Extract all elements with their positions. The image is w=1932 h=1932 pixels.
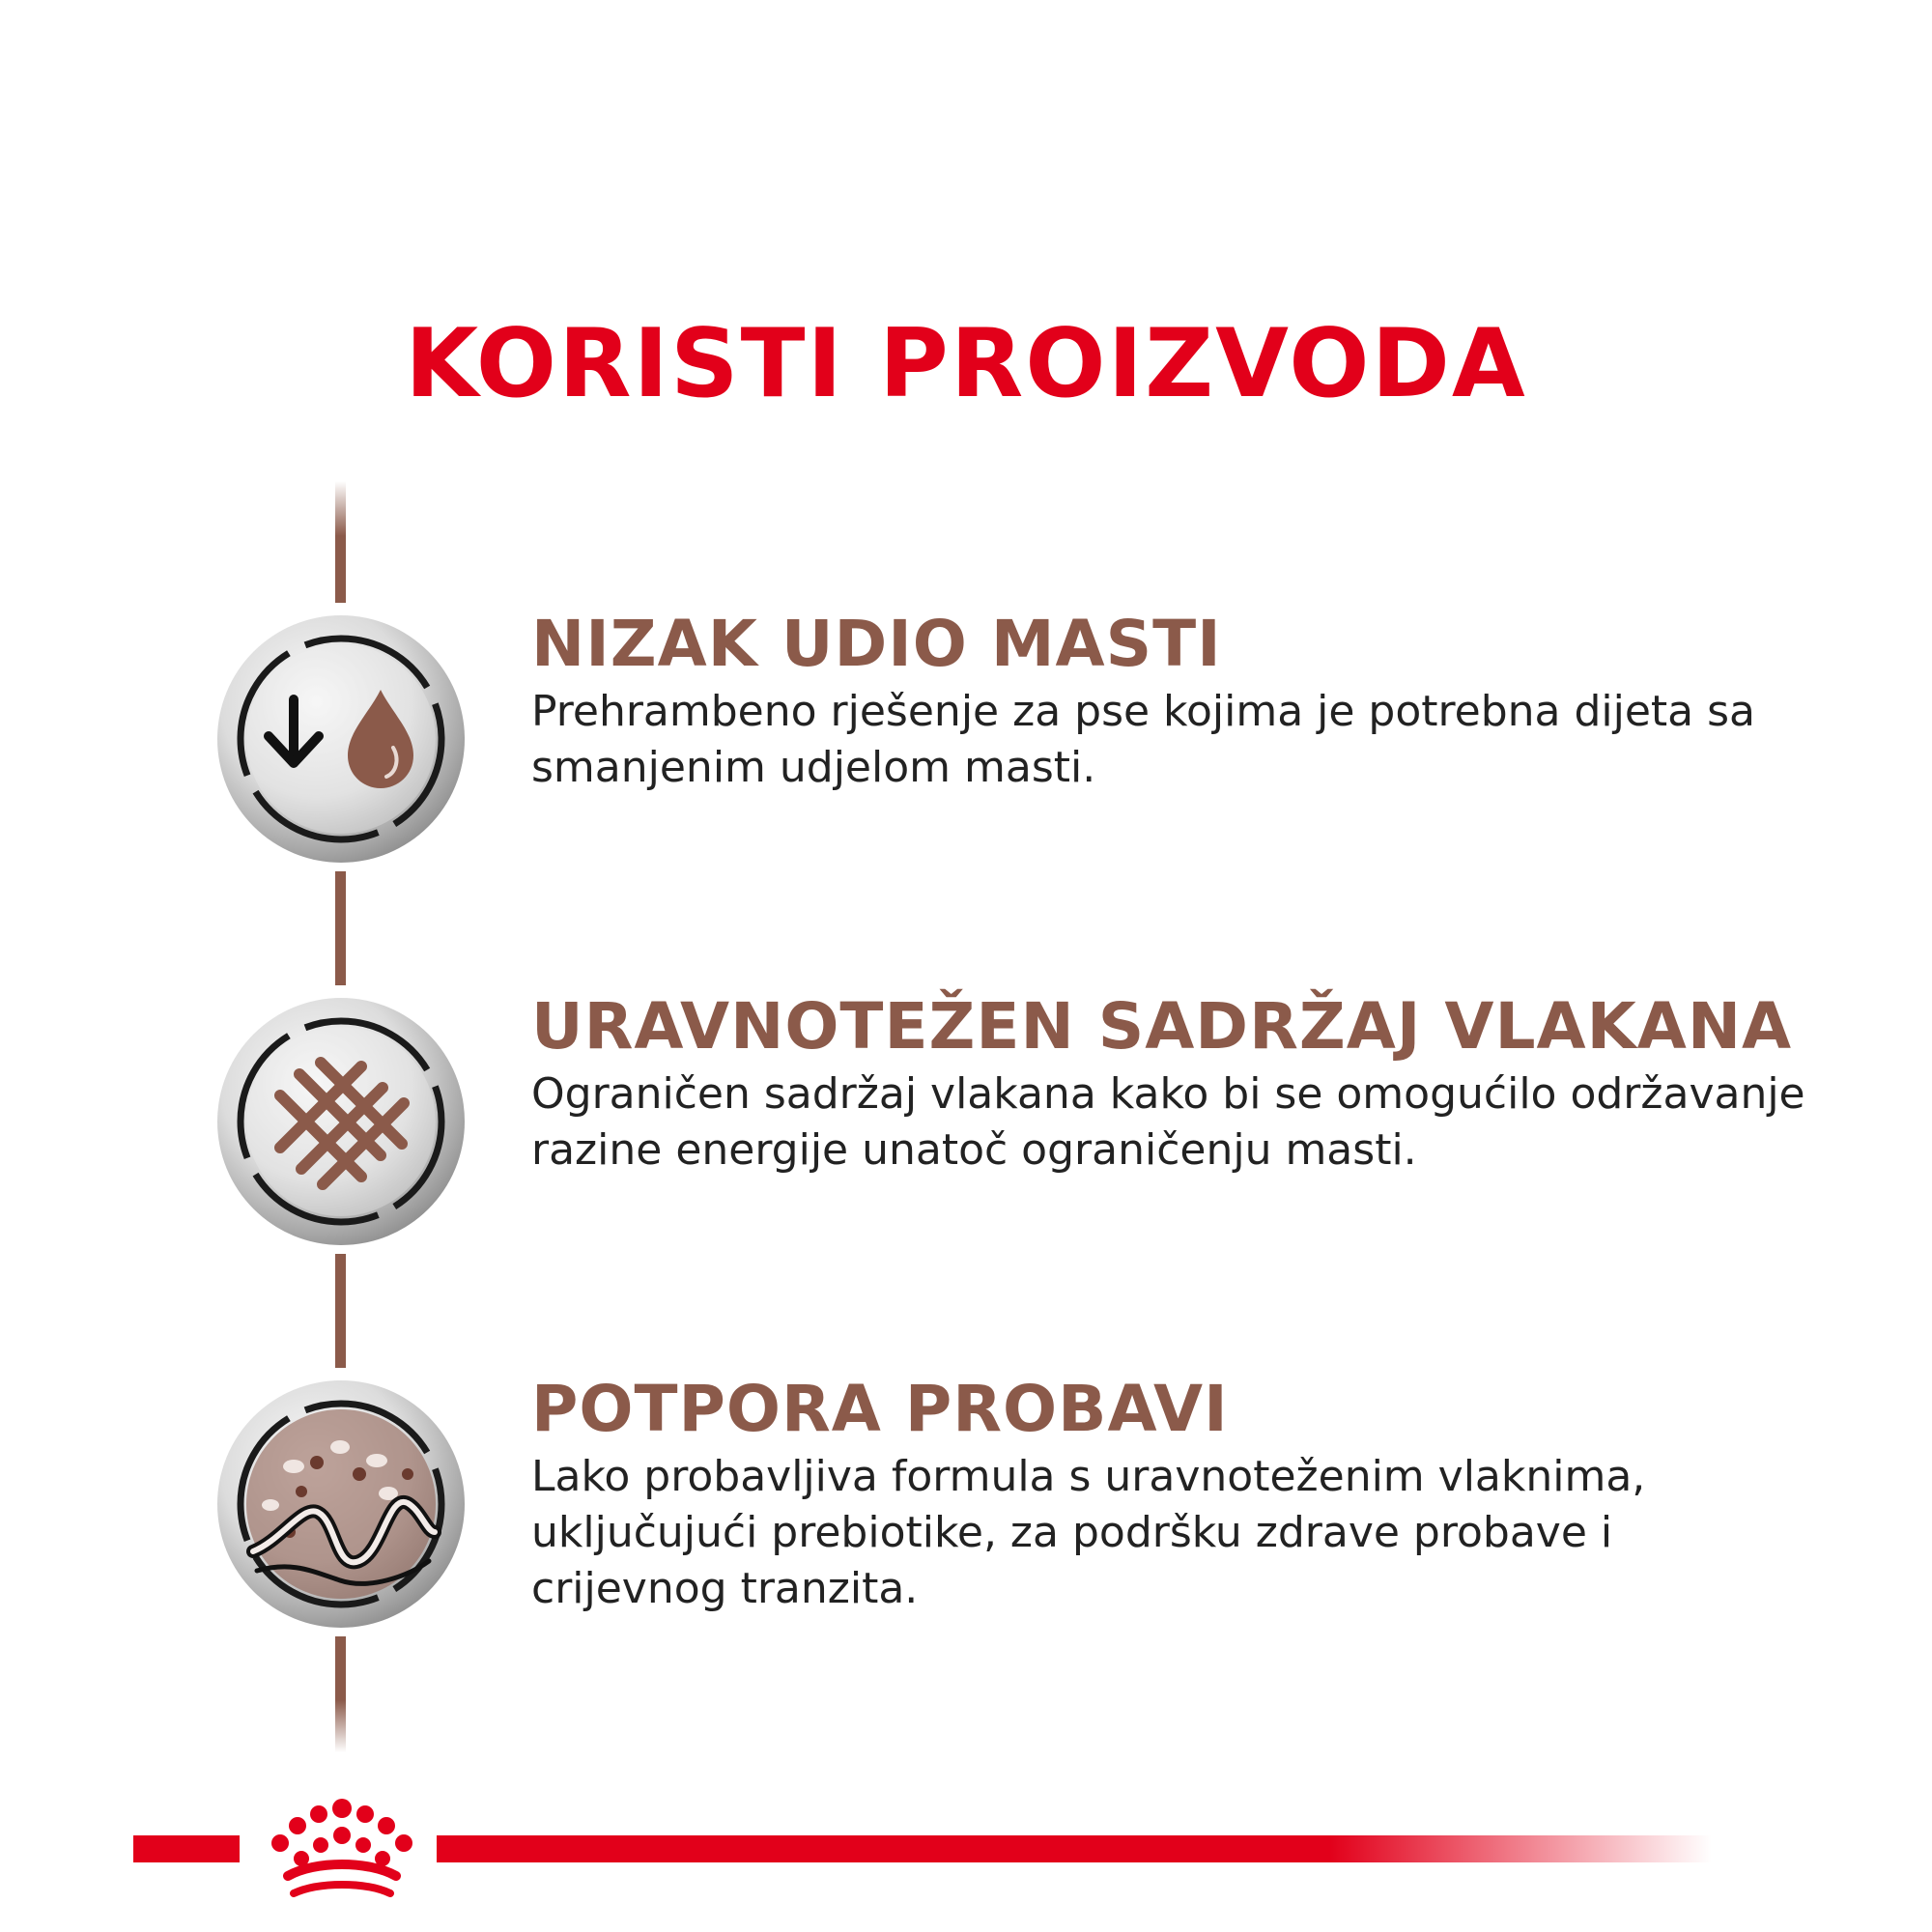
footer-bar-left [133, 1835, 240, 1862]
benefit-description: Prehrambeno rješenje za pse kojima je potrebna dijeta sa smanjenim udjelom masti. [531, 687, 1756, 792]
footer-bar-right [437, 1835, 1712, 1862]
page-title: KORISTI PROIZVODA [405, 309, 1527, 419]
timeline-line-top [335, 481, 346, 603]
benefit-title: POTPORA PROBAVI [531, 1372, 1229, 1446]
low-fat-drop-icon [214, 612, 468, 866]
benefit-title: URAVNOTEŽEN SADRŽAJ VLAKANA [531, 989, 1793, 1064]
crown-logo-icon [259, 1797, 425, 1903]
benefit-description: Lako probavljiva formula s uravnoteženim vlaknima, uključujući prebiotike, za podršku zdrave probave i crijevnog tranzita. [531, 1452, 1646, 1613]
digestion-intestine-icon [214, 1378, 468, 1631]
timeline-line-bottom [335, 1636, 346, 1752]
benefit-description: Ograničen sadržaj vlakana kako bi se omogućilo održavanje razine energije unatoč ograničenju masti. [531, 1069, 1805, 1175]
timeline-line-1 [335, 871, 346, 985]
timeline-line-2 [335, 1254, 346, 1368]
benefit-title: NIZAK UDIO MASTI [531, 607, 1222, 681]
fiber-mesh-icon [214, 995, 468, 1248]
